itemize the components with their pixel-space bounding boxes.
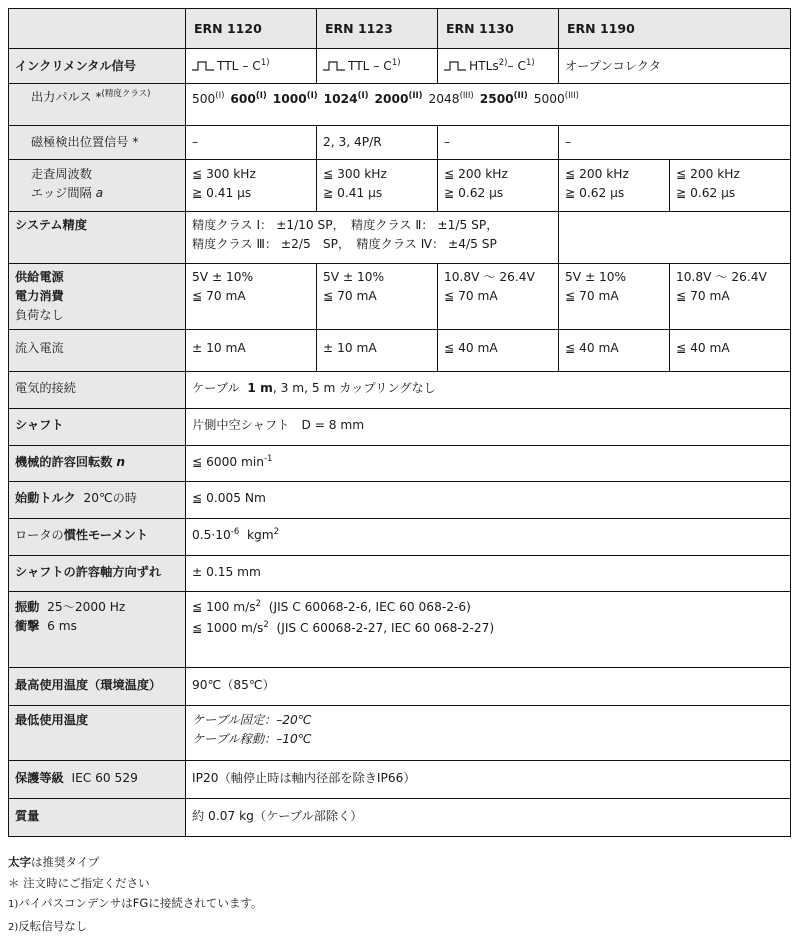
- label-mass: 質量: [15, 809, 40, 823]
- footnotes: [8, 852, 262, 938]
- row-mass: 質量 約 0.07 kg（ケーブル部除く）: [9, 799, 791, 837]
- open-collector: オープンコレクタ: [559, 49, 791, 84]
- row-vibration: 振動 25〜2000 Hz 衝撃 6 ms ≦ 100 $m/s^2$ (JIS C 60068-2-6, IEC 60 068-2-6) ≦ 1000 $m/s^2$ (JIS C 60068-2-27, IEC 60 068-2-27): [9, 592, 791, 668]
- row-power: 供給電源 電力消費 負荷なし 5V ± 10% ≦ 70 mA 5V ± 10% ≦ 70 mA 10.8V 〜 26.4V ≦ 70 mA 5V ± 10% ≦ 70 mA 10.8V 〜 26.4V ≦ 70 mA: [9, 264, 791, 330]
- label-incremental: インクリメンタル信号: [15, 59, 136, 73]
- label-shock: 衝撃: [15, 619, 40, 633]
- row-accuracy: システム精度 精度クラス Ⅰ： ±1/10 SP， 精度クラス Ⅱ： ±1/5 SP， 精度クラス Ⅲ： ±2/5 SP， 精度クラス Ⅳ： ±4/5 SP: [9, 212, 791, 264]
- label-inertia: 慣性モーメント: [63, 528, 148, 542]
- row-shaft: シャフト 片側中空シャフト D = 8 mm: [9, 409, 791, 446]
- label-vibration: 振動: [15, 600, 40, 614]
- footnote-1: 1)バイパスコンデンサはFGに接続されています。: [8, 896, 263, 910]
- label-magnetic: 磁極検出位置信号 *: [9, 126, 186, 160]
- row-maxtemp: 最高使用温度（環境温度） 90℃（85℃）: [9, 668, 791, 706]
- label-torque: 始動トルク: [15, 491, 76, 505]
- footnote-2: 2)反転信号なし: [8, 918, 88, 933]
- label-consumption: 電力消費: [15, 289, 64, 303]
- header-row: [9, 9, 791, 49]
- pulse-count: $1000^{(I)}$: [272, 91, 318, 106]
- pulse-list: [186, 84, 791, 126]
- spec-sheet: [8, 8, 790, 837]
- square-wave-icon: [192, 61, 214, 71]
- row-scanning: 走査周波数 エッジ間隔 a ≦ 300 kHz ≧ 0.41 µs ≦ 300 kHz ≧ 0.41 µs ≦ 200 kHz ≧ 0.62 µs ≦ 200 kHz ≧ 0.62 µs ≦ 200 kHz ≧ 0.62 µs: [9, 160, 791, 212]
- spec-table: [8, 8, 791, 837]
- label-speed: 機械的許容回転数: [15, 455, 113, 469]
- row-inertia: ロータの慣性モーメント $0.5\cdot 10^{-6}$ kgm$^2$: [9, 519, 791, 556]
- square-wave-icon: [323, 61, 345, 71]
- pulse-count: $600^{(I)}$: [230, 91, 267, 106]
- model-ern1123: ERN 1123: [317, 9, 438, 49]
- footnote-star: ＊ 注文時にご指定ください: [8, 875, 150, 890]
- row-axial: シャフトの許容軸方向ずれ ± 0.15 mm: [9, 556, 791, 592]
- row-sink: 流入電流 ± 10 mA ± 10 mA ≦ 40 mA ≦ 40 mA ≦ 40 mA: [9, 330, 791, 372]
- label-accuracy: システム精度: [15, 218, 87, 232]
- pulse-count: $2500^{(II)}$: [479, 91, 528, 106]
- label-electrical: 電気的接続: [9, 372, 186, 409]
- label-scan-frequency: 走査周波数: [31, 167, 92, 181]
- header-blank: [9, 9, 186, 49]
- label-supply: 供給電源: [15, 270, 64, 284]
- label-edge-spacing: エッジ間隔: [31, 186, 92, 200]
- label-mintemp: 最低使用温度: [15, 713, 89, 727]
- row-magnetic: 磁極検出位置信号 * – 2, 3, 4P/R – –: [9, 126, 791, 160]
- pulse-count: $500^{(I)}$: [192, 91, 225, 106]
- model-ern1130: ERN 1130: [438, 9, 559, 49]
- row-electrical: 電気的接続 ケーブル 1 m, 3 m, 5 m カップリングなし: [9, 372, 791, 409]
- label-axial: シャフトの許容軸方向ずれ: [15, 565, 162, 579]
- footnote-bold: 太字は推奨タイプ: [8, 855, 100, 869]
- pulse-count: $5000^{(III)}$: [533, 91, 579, 106]
- label-pulses: 出力パルス *: [31, 90, 102, 104]
- label-protection: 保護等級: [15, 771, 64, 785]
- row-torque: 始動トルク 20℃の時 ≦ 0.005 Nm: [9, 482, 791, 519]
- pulse-count: $2000^{(II)}$: [374, 91, 423, 106]
- row-pulses: 出力パルス *$^{(精度クラス)}$ $500^{(I)}$ $600^{(I)}$ $1000^{(I)}$ $1024^{(I)}$ $2000^{(II)}$ $2048^{(III)}$ $2500^{(II)}$ $5000^{(III)}$: [9, 84, 791, 126]
- pulse-count: $2048^{(III)}$: [428, 91, 474, 106]
- row-mintemp: 最低使用温度 ケーブル固定：–20℃ ケーブル稼動：–10℃: [9, 706, 791, 761]
- model-ern1120: ERN 1120: [186, 9, 317, 49]
- label-no-load: 負荷なし: [15, 308, 64, 322]
- row-speed: 機械的許容回転数 n ≦ 6000 $\min^{-1}$: [9, 446, 791, 482]
- row-incremental: インクリメンタル信号 TTL – $C^{1)}$ TTL – $C^{1)}$ HTLs$^{2)}$– $C^{1)}$ オープンコレクタ: [9, 49, 791, 84]
- label-shaft: シャフト: [15, 418, 64, 432]
- model-ern1190: ERN 1190: [559, 9, 791, 49]
- pulse-count: $1024^{(I)}$: [323, 91, 369, 106]
- label-sink: 流入電流: [9, 330, 186, 372]
- square-wave-icon: [444, 61, 466, 71]
- row-protection: 保護等級 IEC 60 529 IP20（軸停止時は軸内径部を除きIP66）: [9, 761, 791, 799]
- label-maxtemp: 最高使用温度（環境温度）: [15, 678, 162, 692]
